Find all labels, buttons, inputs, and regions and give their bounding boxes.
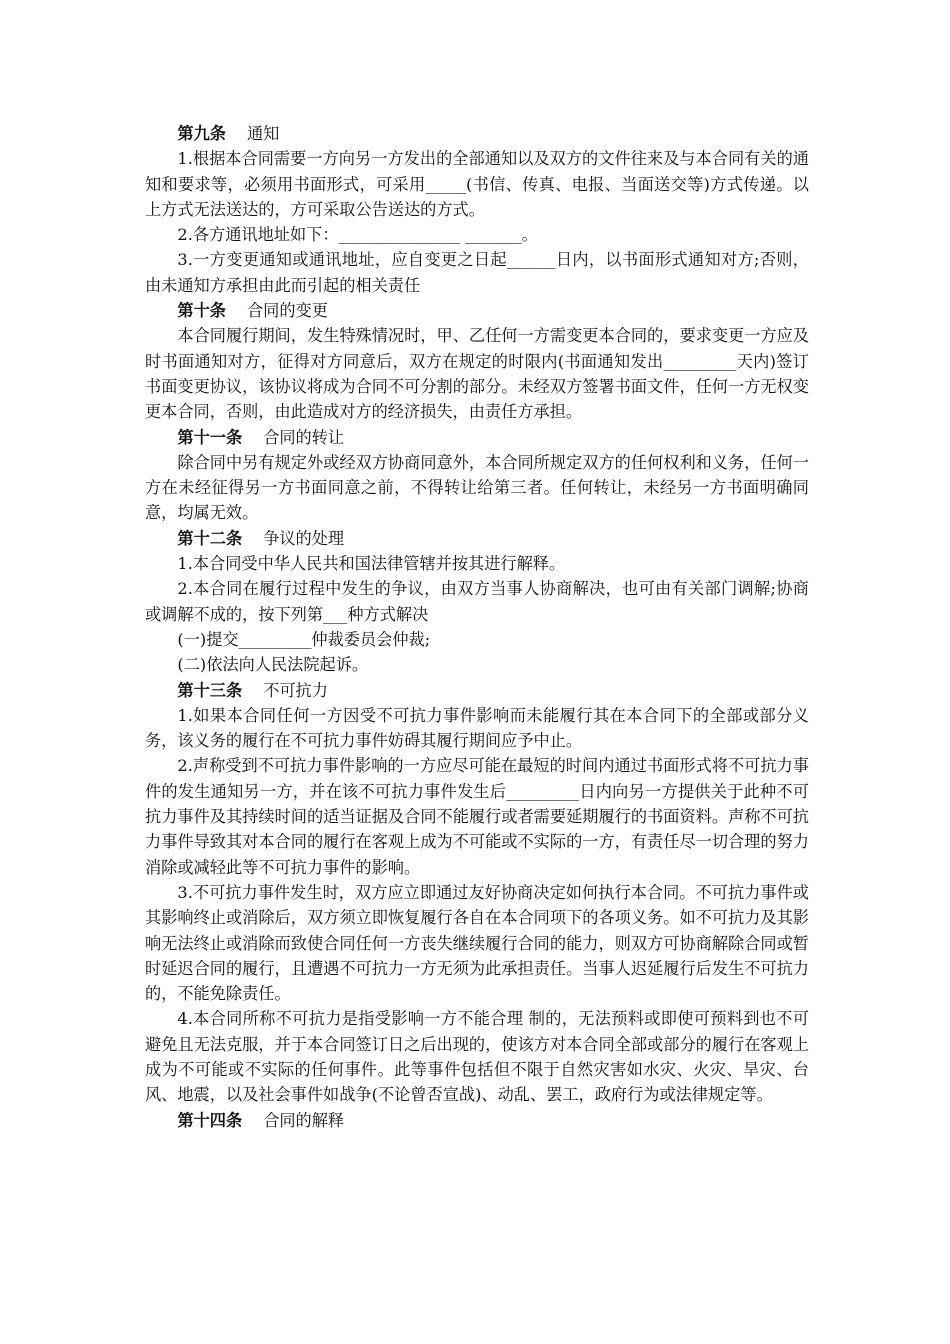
paragraph: (二)依法向人民法院起诉。 (177, 655, 369, 675)
paragraph: 2.本合同在履行过程中发生的争议，由双方当事人协商解决，也可由有关部门调解;协商或调解不成的，按下列第___种方式解决 (145, 579, 809, 624)
article-title: 通知 (247, 124, 280, 143)
paragraph: 4.本合同所称不可抗力是指受影响一方不能合理 制的，无法预料或即使可预料到也不可避免且无法克服，并于本合同签订日之后出现的，使该方对本合同全部或部分的履行在客观上成为不可能或不实际的任何事件。此等事件包括但不限于自然灾害如水灾、火灾、旱灾、台风、地震，以及社会事件如战争(不论曾否宣战)、动乱、罢工，政府行为或法律规定等。 (145, 1009, 809, 1105)
article-9-heading (145, 121, 809, 146)
paragraph: 3.不可抗力事件发生时，双方应立即通过友好协商决定如何执行本合同。不可抗力事件或其影响终止或消除后，双方须立即恢复履行各自在本合同项下的各项义务。如不可抗力及其影响无法终止或消除而致使合同任何一方丧失继续履行合同的能力，则双方可协商解除合同或暂时延迟合同的履行，且遭遇不可抗力一方无须为此承担责任。当事人迟延履行后发生不可抗力的，不能免除责任。 (145, 882, 809, 1004)
article-title: 争议的处理 (263, 528, 345, 548)
paragraph: 2.各方通讯地址如下：_______________ _______。 (177, 225, 538, 245)
paragraph: 3.一方变更通知或通讯地址，应自变更之日起______日内，以书面形式通知对方;否则，由未通知方承担由此而引起的相关责任 (145, 250, 809, 295)
article-number: 第十三条 (177, 680, 243, 700)
article-title: 合同的解释 (263, 1110, 345, 1130)
paragraph: 本合同履行期间，发生特殊情况时，甲、乙任何一方需变更本合同的，要求变更一方应及时书面通知对方，征得对方同意后，双方在规定的时限内(书面通知发出_________天内)签订书面变更协议，该协议将成为合同不可分割的部分。未经双方签署书面文件，任何一方无权变更本合同，否则，由此造成对方的经济损失，由责任方承担。 (145, 326, 809, 422)
article-number: 第十条 (177, 301, 226, 321)
paragraph: 除合同中另有规定外或经双方协商同意外，本合同所规定双方的任何权利和义务，任何一方在未经征得另一方书面同意之前，不得转让给第三者。任何转让，未经另一方书面明确同意，均属无效。 (145, 452, 809, 523)
paragraph: (一)提交_________仲裁委员会仲裁; (177, 629, 431, 649)
article-14-heading (145, 1108, 809, 1133)
article-number: 第十四条 (177, 1110, 243, 1130)
article-number: 第十一条 (177, 427, 243, 447)
article-12-heading (145, 526, 809, 551)
paragraph: 1.如果本合同任何一方因受不可抗力事件影响而未能履行其在本合同下的全部或部分义务，该义务的履行在不可抗力事件妨碍其履行期间应予中止。 (145, 705, 809, 751)
contract-page (145, 121, 809, 1133)
article-title: 合同的转让 (263, 427, 345, 447)
paragraph: 1.根据本合同需要一方向另一方发出的全部通知以及双方的文件往来及与本合同有关的通知和要求等，必须用书面形式，可采用_____(书信、传真、电报、当面送交等)方式传递。以上方式无法送达的，方可采取公告送达的方式。 (145, 149, 809, 219)
article-number: 第十二条 (177, 528, 243, 548)
article-10-heading (145, 298, 809, 323)
article-13-heading (145, 678, 809, 703)
article-11-heading (145, 425, 809, 450)
paragraph: 1.本合同受中华人民共和国法律管辖并按其进行解释。 (177, 554, 566, 574)
article-title: 不可抗力 (263, 680, 328, 700)
article-title: 合同的变更 (247, 301, 328, 321)
article-number: 第九条 (177, 124, 226, 143)
paragraph: 2.声称受到不可抗力事件影响的一方应尽可能在最短的时间内通过书面形式将不可抗力事件的发生通知另一方，并在该不可抗力事件发生后_________日内向另一方提供关于此种不可抗力事件及其持续时间的适当证据及合同不能履行或者需要延期履行的书面资料。声称不可抗力事件导致其对本合同的履行在客观上成为不可能或不实际的一方，有责任尽一切合理的努力消除或减轻此等不可抗力事件的影响。 (145, 756, 809, 877)
